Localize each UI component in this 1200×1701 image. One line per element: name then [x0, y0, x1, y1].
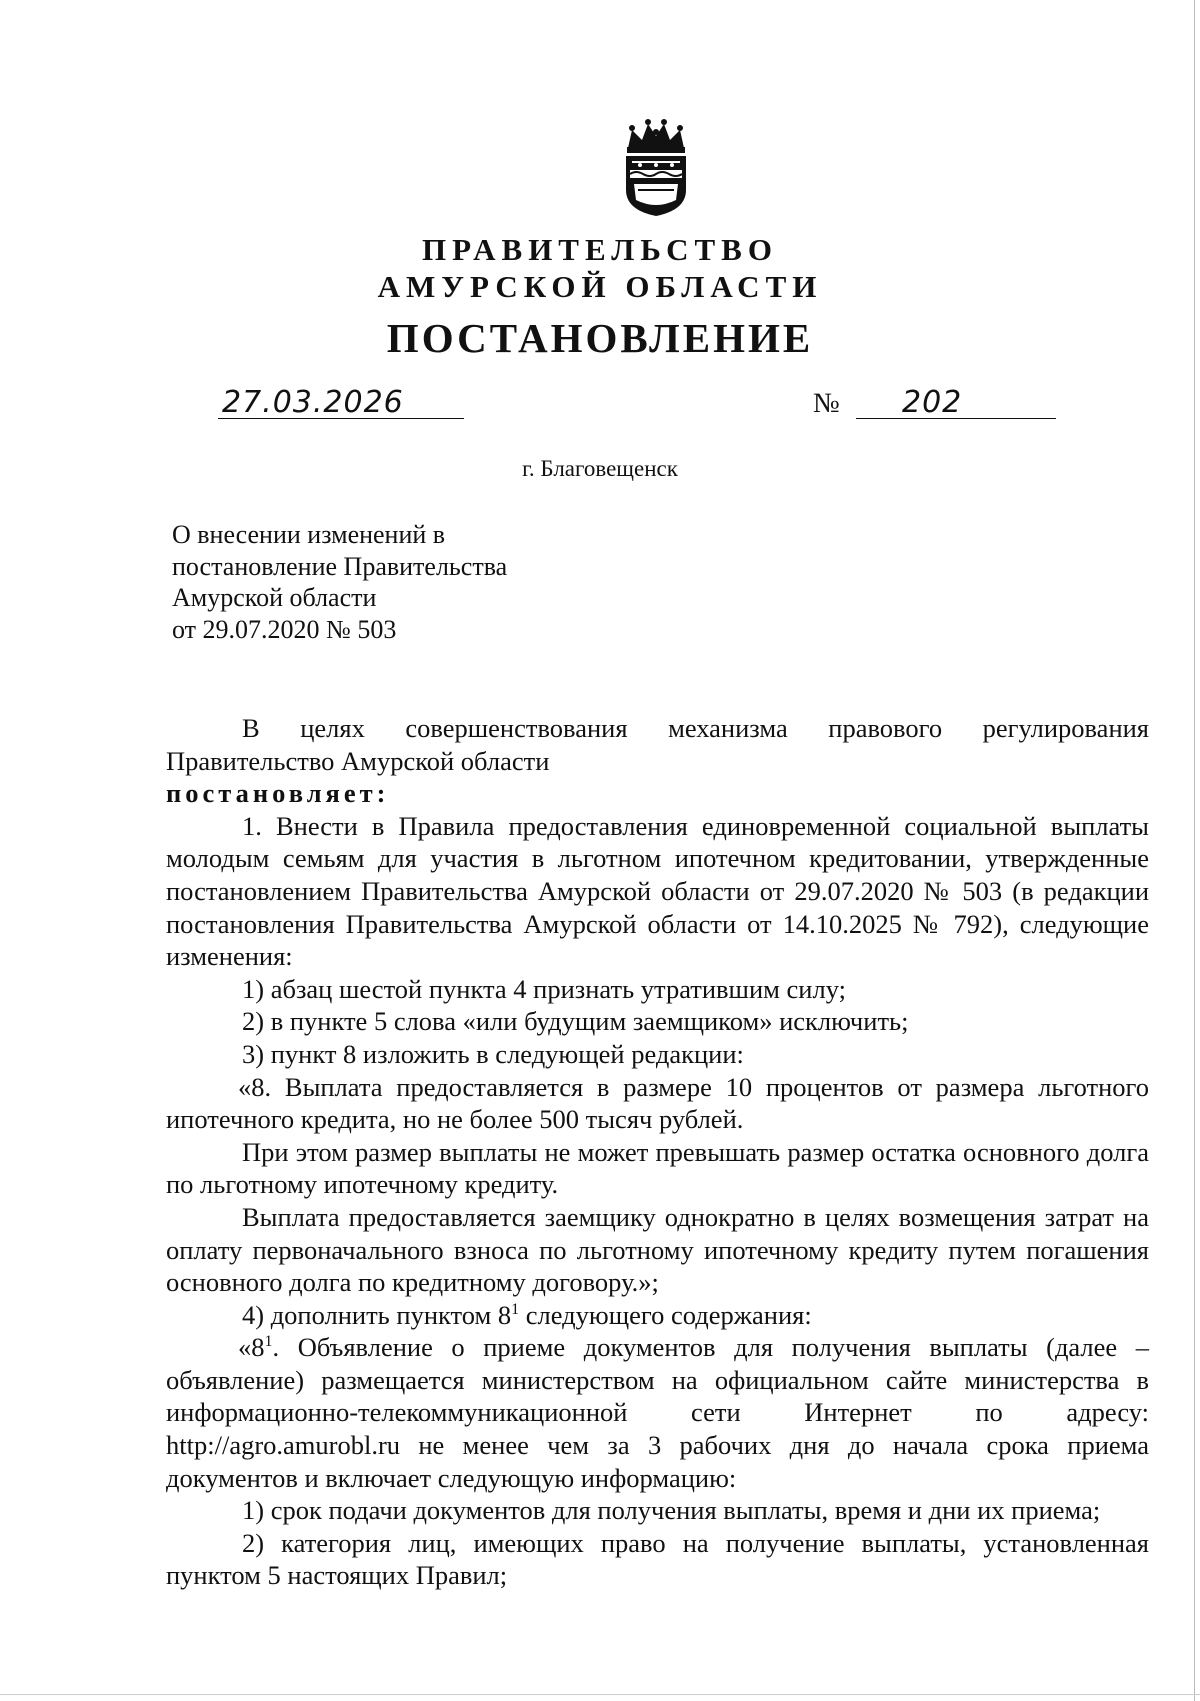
document-number: 202 [902, 385, 963, 420]
point-8-paragraph-3: Выплата предоставляется заемщику однократно в целях возмещения затрат на оплату первоначального взноса по льготному ипотечному кредиту путем погашения основного долга по кредитному договору.»; [166, 1201, 1149, 1298]
subitem-4 [166, 1299, 1149, 1332]
item-1-intro: 1. Внести в Правила предоставления единовременной социальной выплаты молодым семьям для участия в льготном ипотечном кредитовании, утвержденные постановлением Правительства Амурской области от 29.07.2020 № 503 (в редакции постановления Правительства Амурской области от 14.10.2025 № 792), следующие изменения: [166, 810, 1149, 972]
org-name-line1: ПРАВИТЕЛЬСТВО [422, 232, 778, 267]
subject-line: от 29.07.2020 № 503 [172, 614, 397, 644]
subitem-3: 3) пункт 8 изложить в следующей редакции: [242, 1038, 744, 1069]
number-underline [856, 418, 1056, 419]
point-8-paragraph-1: «8. Выплата предоставляется в размере 10 процентов от размера льготного ипотечного кредита, но не более 500 тысяч рублей. [166, 1071, 1149, 1135]
number-label: № [813, 388, 840, 419]
document-date: 27.03.2026 [222, 385, 404, 420]
subitem-4-text-end: следующего содержания: [519, 1299, 812, 1330]
subject-line: Амурской области [172, 583, 377, 612]
subject-line: постановление Правительства [172, 551, 508, 581]
superscript: 1 [264, 1333, 273, 1351]
coat-of-arms-icon [618, 118, 694, 218]
subject-line: О внесении изменений в [172, 520, 446, 549]
subitem-1: 1) абзац шестой пункта 4 признать утратившим силу; [242, 973, 846, 1004]
point-8-1-paragraph [166, 1331, 1149, 1494]
scan-edge [0, 1694, 1200, 1695]
org-name-line2: АМУРСКОЙ ОБЛАСТИ [377, 269, 823, 304]
preamble: В целях совершенствования механизма правового регулирования Правительство Амурской области [166, 713, 1149, 776]
superscript: 1 [511, 1300, 520, 1318]
document-type: ПОСТАНОВЛЕНИЕ [386, 315, 814, 361]
document-body [166, 712, 1149, 1592]
subitem-4-text: 4) дополнить пунктом 8 [242, 1299, 512, 1330]
date-underline [218, 418, 464, 419]
subitem-2: 2) в пункте 5 слова «или будущим заемщиком» исключить; [242, 1006, 909, 1037]
scan-edge [1194, 0, 1195, 1701]
point-8-paragraph-2: При этом размер выплаты не может превышать размер остатка основного долга по льготному ипотечному кредиту. [166, 1136, 1149, 1200]
resolves-word: постановляет: [166, 778, 390, 809]
point-8-1-number: «8 [238, 1332, 265, 1363]
point-8-1-text: . Объявление о приеме документов для получения выплаты (далее – объявление) размещается министерством на официальном сайте министерства в информационно-телекоммуникационной сети Интернет по адресу: http://agro.amurobl.ru не менее чем за 3 рабочих дня до начала срока приема документов и включает следующую информацию: [166, 1332, 1149, 1493]
city: г. Благовещенск [522, 456, 678, 481]
list-item-2: 2) категория лиц, имеющих право на получение выплаты, установленная пунктом 5 настоящих Правил; [166, 1527, 1149, 1591]
list-item-1: 1) срок подачи документов для получения выплаты, время и дни их приема; [242, 1495, 1101, 1526]
document-subject [172, 519, 692, 645]
